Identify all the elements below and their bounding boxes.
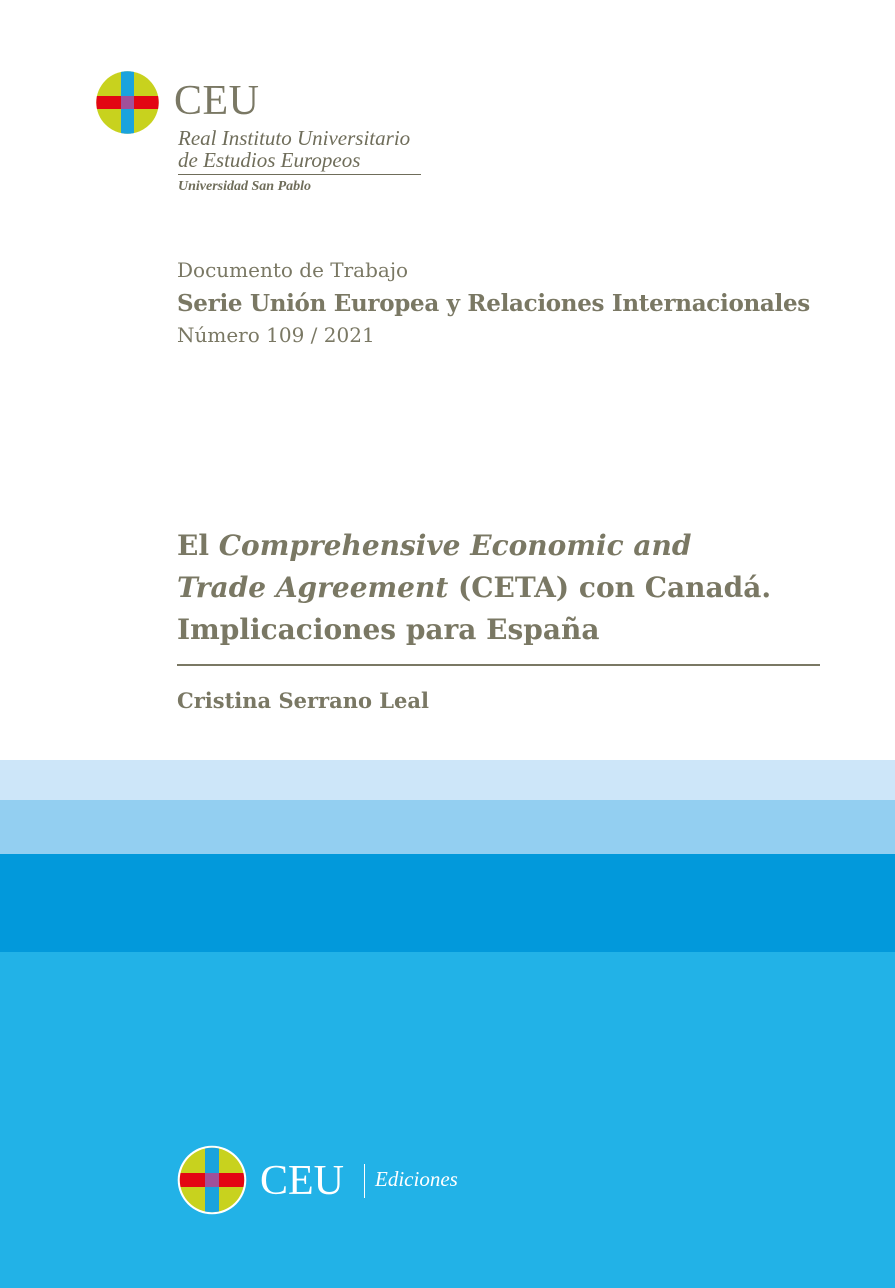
publisher-separator xyxy=(364,1164,365,1198)
series-number: Número 109 / 2021 xyxy=(177,323,375,347)
title-line-1 xyxy=(177,529,692,562)
decorative-band-lightest xyxy=(0,760,895,800)
title-italic-1: Comprehensive Economic and xyxy=(218,529,692,562)
decorative-band-main xyxy=(0,952,895,1288)
title-prefix: El xyxy=(177,529,219,562)
institute-name-line1: Real Instituto Universitario xyxy=(178,126,411,150)
document-type: Documento de Trabajo xyxy=(177,258,409,282)
ceu-ediciones-emblem-icon xyxy=(177,1145,247,1215)
logo-wordmark: CEU xyxy=(174,78,260,124)
decorative-band-dark xyxy=(0,854,895,952)
institute-divider xyxy=(178,174,421,175)
title-rest: (CETA) con Canadá. xyxy=(448,571,772,604)
series-name: Serie Unión Europea y Relaciones Internacionales xyxy=(177,290,810,317)
ceu-emblem-icon xyxy=(95,70,160,135)
title-divider xyxy=(177,664,820,666)
publisher-name: Ediciones xyxy=(375,1167,458,1191)
title-line-3: Implicaciones para España xyxy=(177,613,600,646)
title-italic-2: Trade Agreement xyxy=(177,571,449,604)
decorative-band-light xyxy=(0,800,895,854)
university-name: Universidad San Pablo xyxy=(178,179,312,194)
author-name: Cristina Serrano Leal xyxy=(177,688,429,713)
publisher-wordmark: CEU xyxy=(260,1158,344,1204)
title-line-2 xyxy=(177,571,772,604)
institute-name-line2: de Estudios Europeos xyxy=(178,148,361,172)
